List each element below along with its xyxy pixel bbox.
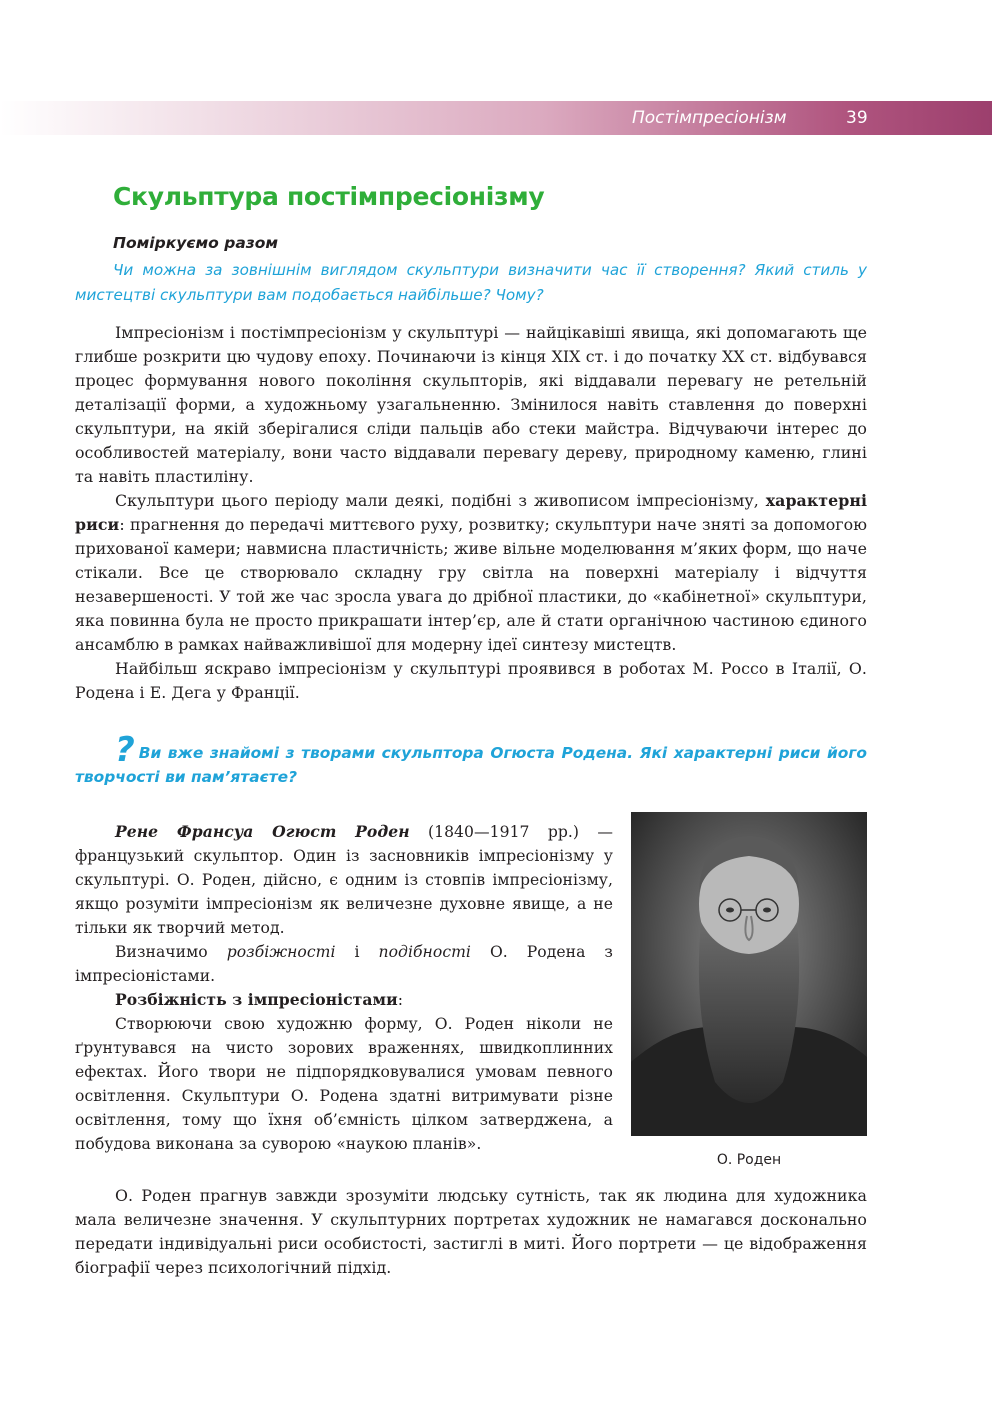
question-block: [75, 730, 867, 789]
think-together-heading: Поміркуємо разом: [113, 234, 279, 252]
photo-caption: О. Роден: [716, 1152, 782, 1168]
italic-term-similarities: подібності: [378, 943, 471, 961]
question-mark-icon: ?: [115, 730, 135, 770]
rodin-full-name: Рене Франсуа Огюст Роден: [115, 822, 410, 841]
paragraph-impressionism-sculpture: Імпресіонізм і постімпресіонізм у скульптурі — найцікавіші явища, які допомагають ще глибше розкрити цю чудову епоху. Починаючи із кінця XIX ст. і до початку XX ст. відбувався процес формування нового покоління скульпторів, які віддавали перевагу не ретельній деталізації форми, а художньому узагальненню. Змінилося навіть ставлення до поверхні скульптури, на якій зберігалися сліди пальців або стеки майстра. Відчуваючи інтерес до особливостей матеріалу, вони часто віддавали перевагу дереву, природному каменю, глині та навіть пластиліну.: [75, 323, 867, 486]
paragraph-text: (1840—1917 рр.) — французький скульптор. Один із засновників імпресіонізму у скульптурі. О. Роден, дійсно, є одним із стовпів імпресіонізму, якщо розуміти імпресіонізм як величезне духовне явище, а не тільки як творчий метод.: [75, 823, 614, 937]
bold-subheading: Розбіжність з імпресіоністами: [115, 990, 398, 1009]
paragraph-rodin-portraits: О. Роден прагнув завжди зрозуміти людську сутність, так як людина для художника мала величезне значення. У скульптурних портретах художник не намагався досконально передати індивідуальні риси особистості, застиглі в миті. Його портрети — це відображення біографії через психологічний підхід.: [75, 1186, 867, 1277]
paragraph-text: і: [335, 943, 379, 961]
paragraph-text: Визначимо: [115, 943, 227, 961]
rodin-bio-block: [75, 820, 613, 1156]
paragraph-text: Скульптури цього періоду мали деякі, подібні з живописом імпресіонізму,: [115, 491, 766, 510]
italic-term-differences: розбіжності: [226, 943, 336, 961]
bold-term: характерні риси: [75, 491, 867, 534]
subheading-colon: :: [397, 991, 404, 1009]
paragraph-characteristic-features: [75, 489, 867, 657]
paragraph-define-differences: [75, 940, 613, 988]
paragraph-text: О. Родена з імпресіоністами.: [75, 943, 613, 985]
intro-text-block: [75, 321, 867, 705]
running-header-title: Постімпресіонізм: [632, 108, 787, 128]
running-header-band: [0, 101, 992, 135]
paragraph-sculptors-list: Найбільш яскраво імпресіонізм у скульптурі проявився в роботах М. Россо в Італії, О. Родена і Е. Дега у Франції.: [75, 659, 867, 702]
think-together-question: Чи можна за зовнішнім виглядом скульптури визначити час її створення? Який стиль у мистецтві скульптури вам подобається найбільше? Чому?: [75, 261, 867, 304]
rodin-portrait-photo: [631, 812, 867, 1136]
question-text: Ви вже знайомі з творами скульптора Огюста Родена. Які характерні риси його творчості ви пам’ятаєте?: [75, 744, 867, 786]
page-number: 39: [846, 108, 868, 128]
section-title: Скульптура постімпресіонізму: [113, 182, 545, 211]
final-text-block: [75, 1184, 867, 1280]
paragraph-text: : прагнення до передачі миттєвого руху, розвитку; скульптури наче зняті за допомогою прихованої камери; навмисна пластичність; живе вільне моделювання м’яких форм, що наче стікали. Все це створювало складну гру світла на поверхні матеріалу і відчуття незавершеності. У той же час зросла увага до дрібної пластики, до «кабінетної» скульптури, яка повинна була не просто прикрашати інтер’єр, але й стати органічною частиною єдиного ансамблю в рамках найважливішої для модерну ідеї синтезу мистецтв.: [75, 515, 867, 654]
rodin-portrait-image: [631, 812, 867, 1136]
subheading-differences: [75, 988, 613, 1012]
paragraph-differences-text: Створюючи свою художню форму, О. Роден ніколи не ґрунтувався на чисто зорових враженнях, швидкоплинних ефектах. Його твори не підпорядковувалися умовам певного освітлення. Скульптури О. Родена здатні витримувати різне освітлення, тому що їхня об’ємність цілком затверджена, а побудова виконана за суворою «наукою планів».: [75, 1015, 613, 1153]
paragraph-rodin-bio: [75, 820, 613, 940]
